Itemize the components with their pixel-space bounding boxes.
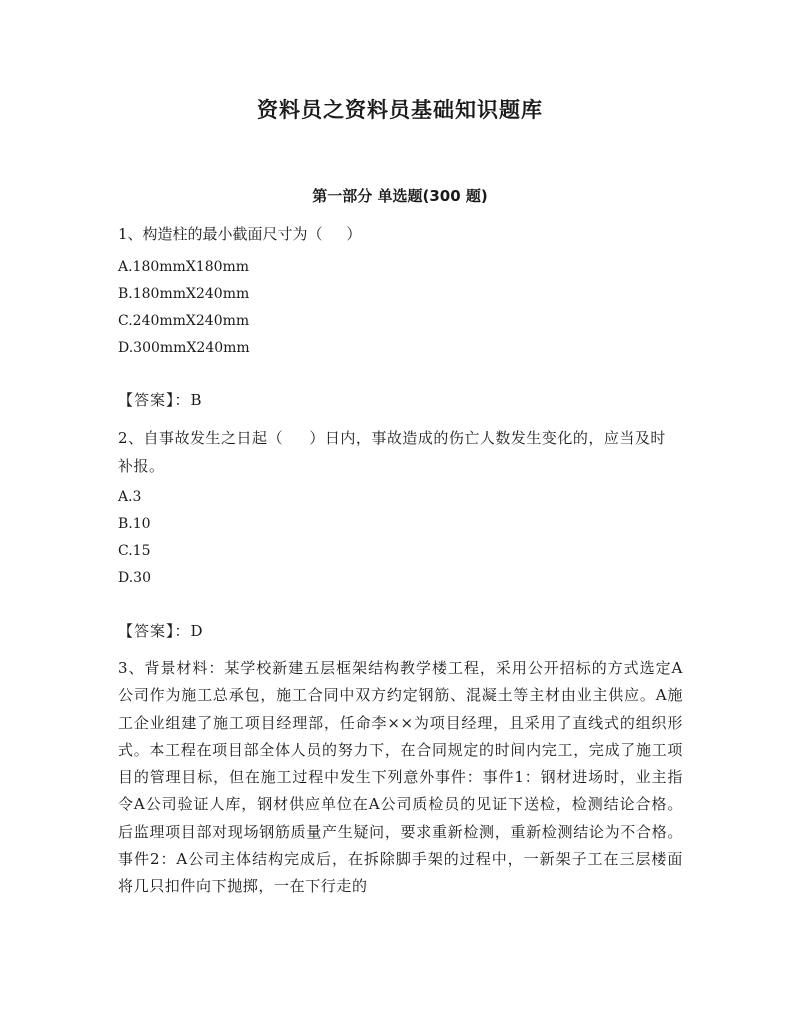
document-title: 资料员之资料员基础知识题库 <box>257 98 543 122</box>
question-2 <box>118 425 678 592</box>
option-d: D.300mmX240mm <box>118 339 250 356</box>
answer-2 <box>118 619 203 643</box>
question-stem: 2、自事故发生之日起（ ）日内，事故造成的伤亡人数发生变化的，应当及时补报。 <box>118 429 666 475</box>
option-list <box>118 484 678 592</box>
answer-1 <box>118 388 202 412</box>
option-list <box>118 254 678 362</box>
option-a: A.180mmX180mm <box>118 258 250 275</box>
question-1 <box>118 221 678 362</box>
option-c: C.240mmX240mm <box>118 312 250 329</box>
option-b: B.10 <box>118 516 151 532</box>
answer-value: B <box>190 391 202 409</box>
question-3-stem: 3、背景材料：某学校新建五层框架结构教学楼工程，采用公开招标的方式选定A公司作为施工总承包，施工合同中双方约定钢筋、混凝土等主材由业主供应。A施工企业组建了施工项目经理部，任命李××为项目经理，且采用了直线式的组织形式。本工程在项目部全体人员的努力下，在合同规定的时间内完工，完成了施工项目的管理目标，但在施工过程中发生下列意外事件：事件1：钢材进场时，业主指令A公司验证人库，钢材供应单位在A公司质检员的见证下送检，检测结论合格。后监理项目部对现场钢筋质量产生疑问，要求重新检测，重新检测结论为不合格。事件2：A公司主体结构完成后，在拆除脚手架的过程中，一新架子工在三层楼面将几只扣件向下抛掷，一在下行走的 <box>118 659 683 896</box>
question-stem: 1、构造柱的最小截面尺寸为（ ） <box>118 225 362 243</box>
section-title: 第一部分 单选题(300 题) <box>312 187 488 205</box>
option-b: B.180mmX240mm <box>118 285 250 302</box>
option-a: A.3 <box>118 489 142 505</box>
answer-label: 【答案】： <box>118 622 191 640</box>
option-d: D.30 <box>118 570 151 586</box>
option-c: C.15 <box>118 543 151 559</box>
answer-value: D <box>190 622 203 640</box>
answer-label: 【答案】： <box>118 391 191 409</box>
